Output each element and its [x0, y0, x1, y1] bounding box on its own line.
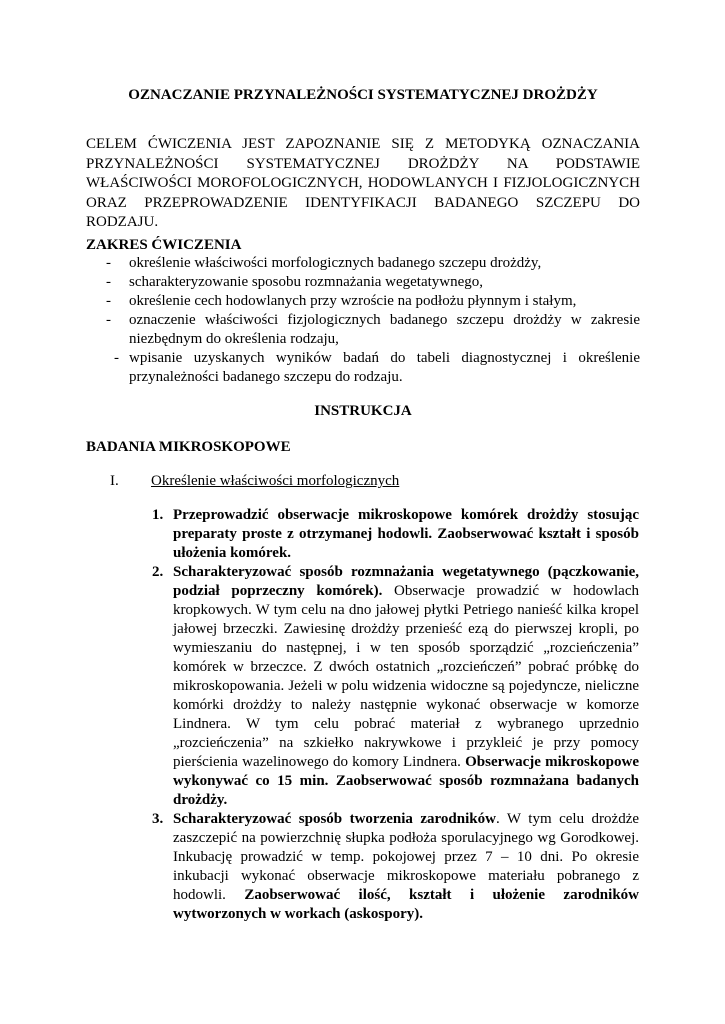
scope-item	[86, 254, 640, 273]
scope-heading: ZAKRES ĆWICZENIA	[86, 237, 242, 253]
scope-item-text: oznaczenie właściwości fizjologicznych badanego szczepu drożdży w zakresie niezbędnym do określenia rodzaju,	[129, 312, 640, 347]
document-title: OZNACZANIE PRZYNALEŻNOŚCI SYSTEMATYCZNEJ DROŻDŻY	[128, 87, 598, 103]
step-bold-end-text: Zaobserwować ilość, kształt i ułożenie zarodników wytworzonych w workach (askospory).	[173, 887, 639, 922]
step-text: Obserwacje prowadzić w hodowlach kropkowych. W tym celu na dno jałowej płytki Petriego nanieść kilka kropel jałowej brzeczki. Zawiesinę drożdży przenieść ezą do pierwszej kropli, po wymieszaniu do następnej, i w ten sposób sporządzić „rozcieńczenia” komórek w brzeczce. Z dwóch ostatnich „rozcieńczeń” pobrać próbkę do mikroskopowania. Jeżeli w polu widzenia widoczne są pojedyncze, nieliczne komórki drożdży to należy następnie wykonać obserwacje w komorze Lindnera. W tym celu pobrać materiał z wybranego uprzednio „rozcieńczenia” na szkiełko nakrywkowe i przykleić je przy pomocy pierścienia wazelinowego do komory Lindnera.	[173, 583, 639, 770]
scope-list	[86, 254, 640, 387]
step-number: 3.	[152, 811, 164, 827]
scope-item	[86, 273, 640, 292]
scope-item	[86, 311, 640, 349]
dash-bullet: -	[106, 274, 111, 290]
step-bold-text: Scharakteryzować sposób rozmnażania wegetatywnego (pączkowanie, podział poprzeczny komórek).	[173, 564, 639, 599]
subsection-number: I.	[110, 473, 119, 489]
step-item	[152, 563, 639, 810]
instruction-heading: INSTRUKCJA	[314, 403, 412, 419]
scope-item-text: scharakteryzowanie sposobu rozmnażania wegetatywnego,	[129, 274, 484, 290]
step-bold-text: Przeprowadzić obserwacje mikroskopowe komórek drożdży stosując preparaty proste z otrzymanej hodowli. Zaobserwować kształt i sposób ułożenia komórek.	[173, 507, 639, 561]
dash-bullet: -	[106, 312, 111, 328]
intro-text: CELEM ĆWICZENIA JEST ZAPOZNANIE SIĘ Z METODYKĄ OZNACZANIA PRZYNALEŻNOŚCI SYSTEMATYCZNEJ DROŻDŻY NA PODSTAWIE WŁAŚCIWOŚCI MOROFOLOGICZNYCH, HODOWLANYCH I FIZJOLOGICZNYCH ORAZ PRZEPROWADZENIE IDENTYFIKACJI BADANEGO SZCZEPU DO RODZAJU.	[86, 136, 640, 230]
steps-list	[152, 506, 639, 924]
dash-bullet: -	[106, 293, 111, 309]
step-item	[152, 506, 639, 563]
step-number: 1.	[152, 507, 164, 523]
dash-bullet: -	[114, 350, 119, 366]
step-text: . W tym celu drożdże zaszczepić na powierzchnię słupka podłoża sporulacyjnego wg Gorodkowej. Inkubację prowadzić w temp. pokojowej przez 7 – 10 dni. Po okresie inkubacji wykonać obserwacje mikroskopowe materiału pobranego z hodowli.	[173, 811, 640, 903]
scope-item	[86, 292, 640, 311]
dash-bullet: -	[106, 255, 111, 271]
step-bold-end-text: Obserwacje mikroskopowe wykonywać co 15 min. Zaobserwować sposób rozmnażana badanych drożdży.	[173, 754, 639, 808]
step-number: 2.	[152, 564, 164, 580]
step-bold-text: Scharakteryzować sposób tworzenia zarodników	[173, 811, 496, 827]
scope-item-text: określenie cech hodowlanych przy wzroście na podłożu płynnym i stałym,	[129, 293, 577, 309]
scope-item-text: określenie właściwości morfologicznych badanego szczepu drożdży,	[129, 255, 542, 271]
step-item	[152, 810, 639, 924]
intro-paragraph	[86, 135, 640, 233]
scope-item	[86, 349, 640, 387]
section-heading: BADANIA MIKROSKOPOWE	[86, 439, 291, 455]
scope-item-text: wpisanie uzyskanych wyników badań do tabeli diagnostycznej i określenie przynależności badanego szczepu do rodzaju.	[129, 350, 640, 385]
subsection-label: Określenie właściwości morfologicznych	[151, 473, 400, 489]
